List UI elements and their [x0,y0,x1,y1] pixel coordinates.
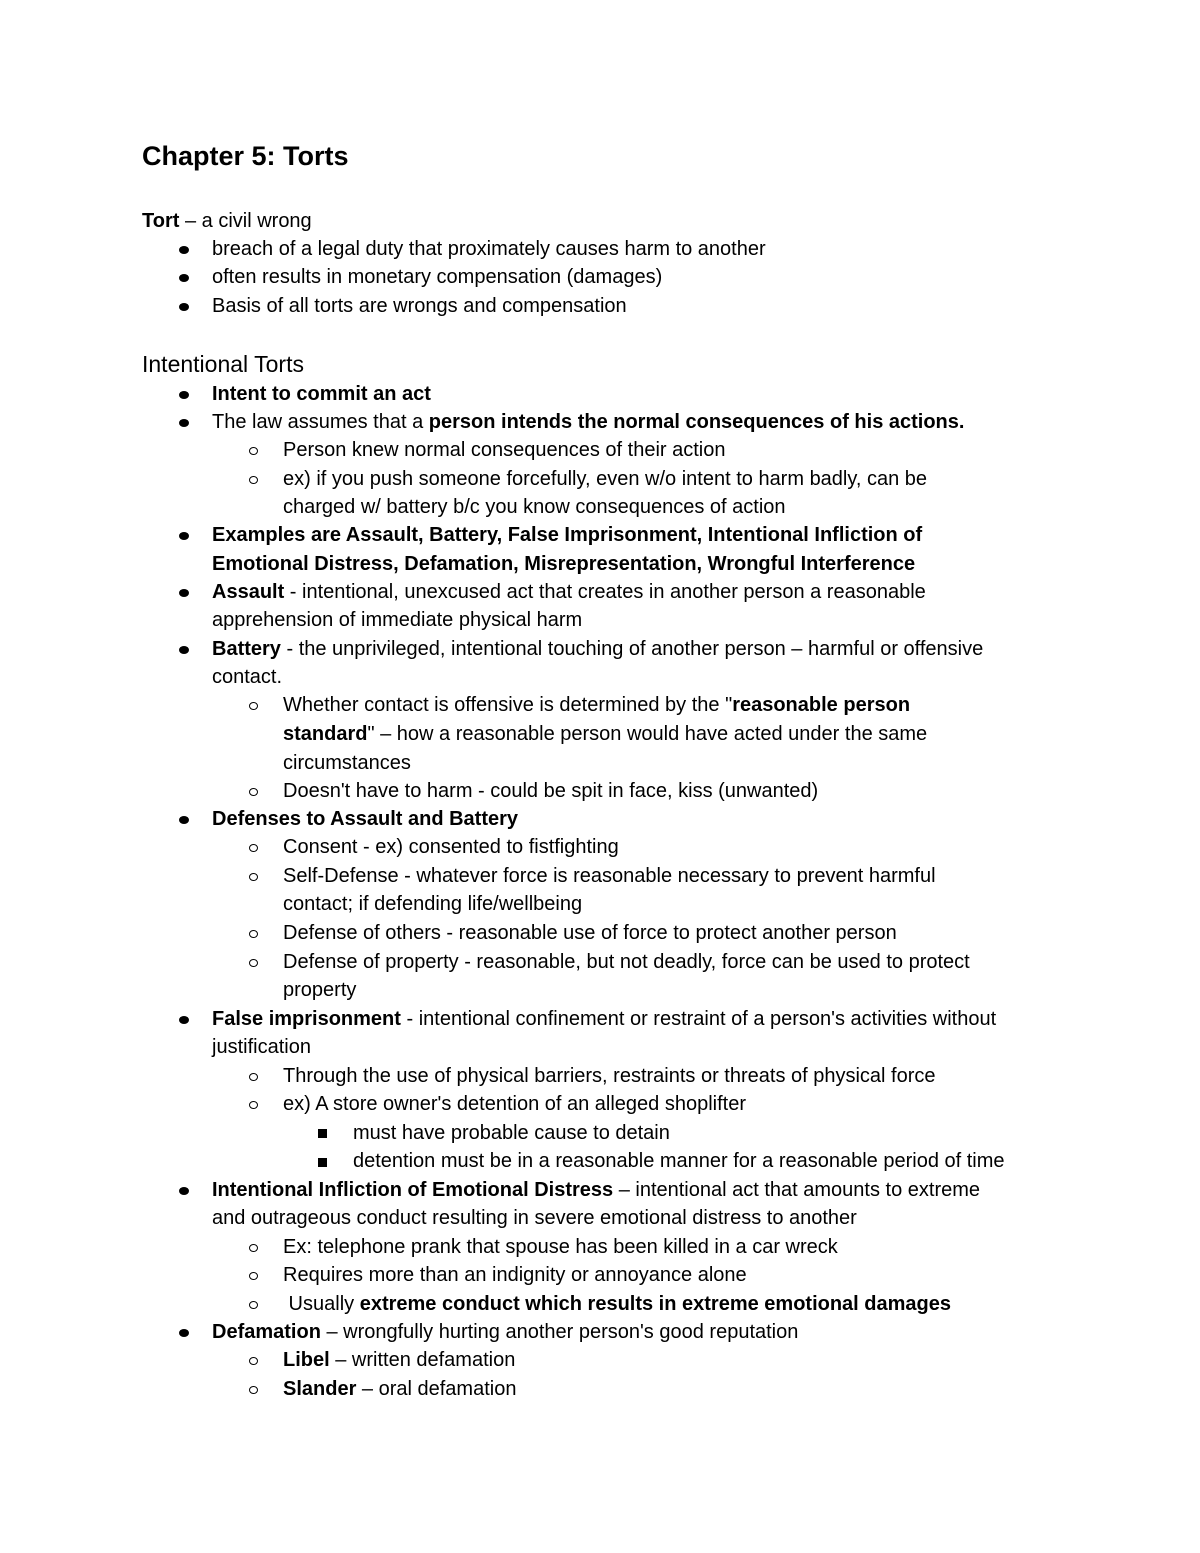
bullet-icon [179,532,189,540]
iied-sub-2: Requires more than an indignity or annoyance alone [283,1264,747,1286]
battery-term: Battery [212,638,281,660]
bullet-icon [179,1329,189,1337]
libel-term: Libel [283,1349,330,1371]
tort-definition [142,207,312,235]
defense-property-line-2: property [283,979,357,1001]
battery-item [212,635,983,663]
circle-bullet-icon [249,788,258,796]
circle-bullet-icon [249,873,258,881]
iied-def-1: – intentional act that amounts to extreme [613,1179,981,1201]
section-heading-intentional-torts: Intentional Torts [142,351,304,377]
circle-bullet-icon [249,1357,258,1365]
law-assumes-item [212,408,964,436]
circle-bullet-icon [249,1101,258,1109]
bullet-icon [179,646,189,654]
defamation-def: – wrongfully hurting another person's good reputation [320,1321,799,1343]
defense-consent: Consent - ex) consented to fistfighting [283,836,619,858]
examples-text-2: Emotional Distress, Defamation, Misrepresentation, Wrongful Interference [212,553,916,575]
battery-def-line-2: contact. [212,666,283,688]
battery-sub-1-line-2 [283,720,927,748]
intent-text: Intent to commit an act [212,383,431,405]
square-bullet-icon [318,1129,327,1138]
false-imprisonment-sub-2: ex) A store owner's detention of an alleged shoplifter [283,1093,746,1115]
law-assumes-bold: person intends the normal consequences of his actions. [428,411,965,433]
square-bullet-icon [318,1158,327,1167]
libel-item [283,1346,515,1374]
battery-sub-1-line-3: circumstances [283,752,411,774]
tort-bullet-2: often results in monetary compensation (damages) [212,266,663,288]
circle-bullet-icon [249,1301,258,1309]
circle-bullet-icon [249,959,258,967]
defense-self-line-1: Self-Defense - whatever force is reasonable necessary to prevent harmful [283,865,936,887]
defenses-heading-text: Defenses to Assault and Battery [212,808,519,830]
battery-sub-1-pre: Whether contact is offensive is determined by the " [283,694,733,716]
slander-term: Slander [283,1378,357,1400]
bullet-icon [179,1187,189,1195]
law-sub-item-2-line-1: ex) if you push someone forcefully, even w/o intent to harm badly, can be [283,468,928,490]
iied-term: Intentional Infliction of Emotional Distress [212,1179,614,1201]
circle-bullet-icon [249,476,258,484]
slander-def: – oral defamation [356,1378,517,1400]
assault-item [212,578,926,606]
battery-def-1: - the unprivileged, intentional touching of another person – harmful or offensive [280,638,984,660]
iied-item [212,1176,980,1204]
examples-text-1: Examples are Assault, Battery, False Imprisonment, Intentional Infliction of [212,524,923,546]
iied-def-line-2: and outrageous conduct resulting in severe emotional distress to another [212,1207,857,1229]
defamation-item [212,1318,798,1346]
libel-def: – written defamation [329,1349,516,1371]
iied-sub-3-pre: Usually [283,1293,360,1315]
circle-bullet-icon [249,1272,258,1280]
defense-self-line-2: contact; if defending life/wellbeing [283,893,583,915]
bullet-icon [179,589,189,597]
examples-line-1 [212,521,922,549]
bullet-icon [179,816,189,824]
circle-bullet-icon [249,844,258,852]
tort-bullet-3: Basis of all torts are wrongs and compensation [212,295,627,317]
iied-sub-1: Ex: telephone prank that spouse has been killed in a car wreck [283,1236,838,1258]
law-sub-item-1: Person knew normal consequences of their action [283,439,726,461]
false-imprisonment-sub-2b: detention must be in a reasonable manner for a reasonable period of time [353,1150,1005,1172]
slander-item [283,1375,516,1403]
circle-bullet-icon [249,930,258,938]
assault-term: Assault [212,581,285,603]
battery-sub-2: Doesn't have to harm - could be spit in face, kiss (unwanted) [283,780,819,802]
false-imprisonment-def-line-2: justification [212,1036,311,1058]
bullet-icon [179,391,189,399]
defenses-heading [212,805,518,833]
false-imprisonment-def-1: - intentional confinement or restraint of a person's activities without [400,1008,997,1030]
battery-sub-1-bold-2: standard [283,723,368,745]
circle-bullet-icon [249,1244,258,1252]
circle-bullet-icon [249,702,258,710]
tort-term: Tort [142,210,180,232]
bullet-icon [179,303,189,311]
false-imprisonment-item [212,1005,996,1033]
circle-bullet-icon [249,1073,258,1081]
iied-sub-3 [283,1290,951,1318]
bullet-icon [179,1016,189,1024]
law-assumes-text: The law assumes that a [212,411,429,433]
false-imprisonment-sub-1: Through the use of physical barriers, restraints or threats of physical force [283,1065,936,1087]
tort-definition-text: – a civil wrong [179,210,312,232]
examples-line-2 [212,550,915,578]
defense-others: Defense of others - reasonable use of force to protect another person [283,922,897,944]
assault-def-1: - intentional, unexcused act that creates in another person a reasonable [284,581,926,603]
circle-bullet-icon [249,1386,258,1394]
defamation-term: Defamation [212,1321,321,1343]
false-imprisonment-sub-2a: must have probable cause to detain [353,1122,670,1144]
intent-item [212,380,431,408]
bullet-icon [179,274,189,282]
bullet-icon [179,246,189,254]
battery-sub-1-line-1 [283,691,910,719]
page-title: Chapter 5: Torts [142,141,349,171]
circle-bullet-icon [249,447,258,455]
law-sub-item-2-line-2: charged w/ battery b/c you know consequences of action [283,496,786,518]
battery-sub-1-bold: reasonable person [732,694,911,716]
assault-def-line-2: apprehension of immediate physical harm [212,609,583,631]
tort-bullet-1: breach of a legal duty that proximately causes harm to another [212,238,766,260]
battery-sub-1-post: " – how a reasonable person would have acted under the same [367,723,928,745]
iied-sub-3-bold: extreme conduct which results in extreme emotional damages [359,1293,952,1315]
bullet-icon [179,419,189,427]
false-imprisonment-term: False imprisonment [212,1008,401,1030]
defense-property-line-1: Defense of property - reasonable, but not deadly, force can be used to protect [283,951,970,973]
